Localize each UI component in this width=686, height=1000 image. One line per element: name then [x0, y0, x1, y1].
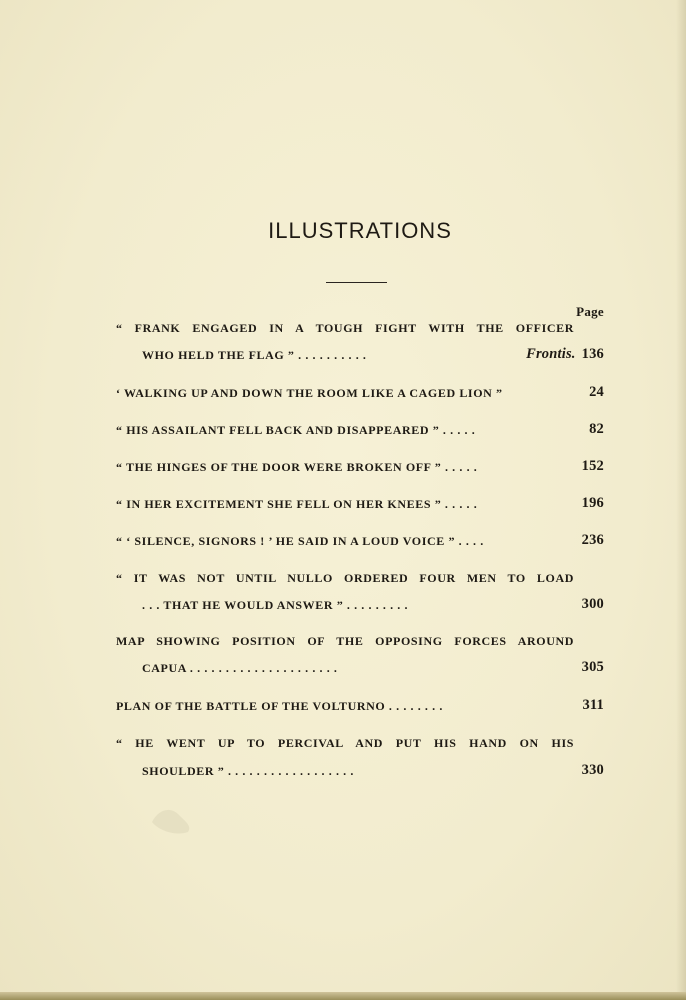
title-rule: [326, 282, 387, 283]
paper-smudge: [148, 802, 196, 836]
entry-text: WHO HELD THE FLAG ” . . . . . . . . . .: [142, 348, 367, 362]
illustration-entry-line: [0, 736, 686, 756]
entry-text: “ HE WENT UP TO PERCIVAL AND PUT HIS HAND ON HIS: [116, 736, 574, 750]
entry-text: “ FRANK ENGAGED IN A TOUGH FIGHT WITH THE OFFICER: [116, 321, 574, 335]
illustration-entry-line: [0, 423, 686, 443]
entry-page-number: Frontis. 136: [526, 346, 604, 362]
entry-text: “ ‘ SILENCE, SIGNORS ! ’ HE SAID IN A LOUD VOICE ” . . . .: [116, 534, 484, 548]
illustration-entry-line: [0, 571, 686, 591]
entry-page-number: 24: [589, 384, 604, 400]
entry-page-number: 196: [581, 495, 604, 511]
entry-text: “ IT WAS NOT UNTIL NULLO ORDERED FOUR MEN TO LOAD: [116, 571, 574, 585]
entry-text: MAP SHOWING POSITION OF THE OPPOSING FORCES AROUND: [116, 634, 574, 648]
illustration-entry-line: [0, 598, 686, 618]
illustration-entry-line: [0, 634, 686, 654]
entry-page-number: 330: [581, 762, 604, 778]
entry-text: PLAN OF THE BATTLE OF THE VOLTURNO . . . . . . . .: [116, 699, 443, 713]
entry-text: . . . THAT HE WOULD ANSWER ” . . . . . . . . .: [142, 598, 409, 612]
illustration-entry-line: [0, 699, 686, 719]
entry-text: “ HIS ASSAILANT FELL BACK AND DISAPPEARED ” . . . . .: [116, 423, 476, 437]
page-edge-shadow: [676, 0, 686, 1000]
entry-page-number: 311: [582, 697, 604, 713]
entry-text: ‘ WALKING UP AND DOWN THE ROOM LIKE A CAGED LION ”: [116, 386, 503, 400]
entry-page-number: 82: [589, 421, 604, 437]
illustration-entry-line: [0, 764, 686, 784]
illustration-entry-line: [0, 460, 686, 480]
entry-page-number: 236: [581, 532, 604, 548]
entry-page-number: 300: [581, 596, 604, 612]
entry-text: CAPUA . . . . . . . . . . . . . . . . . . . . .: [142, 661, 338, 675]
entry-page-number: 152: [581, 458, 604, 474]
entry-text: SHOULDER ” . . . . . . . . . . . . . . . . . .: [142, 764, 354, 778]
illustration-entry-line: [0, 321, 686, 341]
entry-page-number: 305: [581, 659, 604, 675]
illustration-entry-line: [0, 348, 686, 368]
illustration-entry-line: [0, 497, 686, 517]
page-title: ILLUSTRATIONS: [268, 218, 452, 243]
entry-text: “ IN HER EXCITEMENT SHE FELL ON HER KNEES ” . . . . .: [116, 497, 478, 511]
illustration-entry-line: [0, 386, 686, 406]
frontispiece-label: Frontis.: [526, 346, 576, 362]
page-bottom-edge: [0, 992, 686, 1000]
illustration-entry-line: [0, 661, 686, 681]
illustration-entry-line: [0, 534, 686, 554]
entry-text: “ THE HINGES OF THE DOOR WERE BROKEN OFF ” . . . . .: [116, 460, 478, 474]
page-column-label: Page: [576, 304, 604, 319]
